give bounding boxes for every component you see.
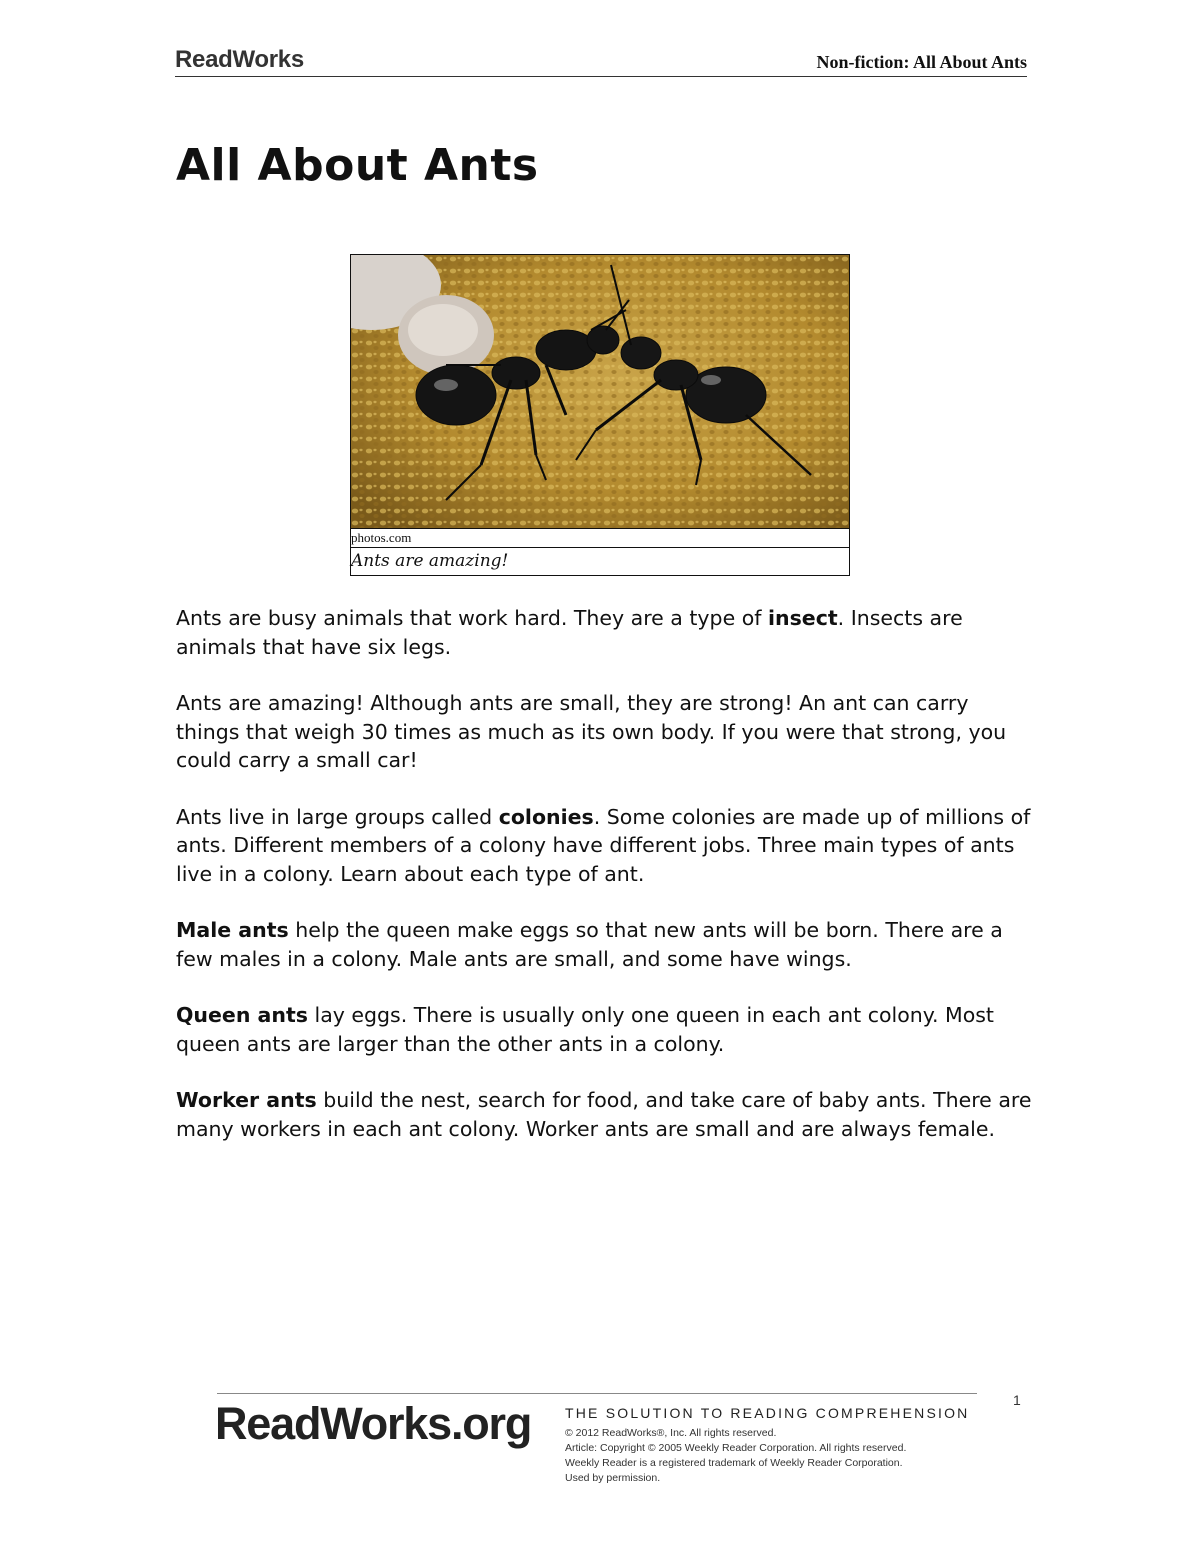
ant-type-term: Queen ants: [176, 1003, 308, 1027]
photo-figure: [350, 254, 850, 576]
photo-credit: photos.com: [351, 529, 849, 548]
page-title: All About Ants: [176, 140, 539, 191]
paragraph-intro: Ants are busy animals that work hard. They are a type of insect. Insects are animals that have six legs.: [176, 606, 963, 659]
page-header: [175, 44, 1027, 77]
footer-copyright: [565, 1426, 906, 1486]
paragraph-strength: Ants are amazing! Although ants are small, they are strong! An ant can carry things that weigh 30 times as much as its own body. If you were that strong, you could carry a small car!: [176, 691, 1007, 772]
readworks-org-logo: ReadWorks.org: [215, 1398, 532, 1449]
paragraph-queen-ants: Queen ants lay eggs. There is usually only one queen in each ant colony. Most queen ants are larger than the other ants in a colony.: [176, 1003, 994, 1056]
article-body: [176, 604, 1036, 1171]
photo-caption: Ants are amazing!: [351, 551, 509, 571]
copyright-line: Used by permission.: [565, 1472, 661, 1484]
paragraph-colonies: Ants live in large groups called colonies. Some colonies are made up of millions of ants. Different members of a colony have different jobs. Three main types of ants live in a colony. Learn about each type of ant.: [176, 804, 1031, 886]
ant-type-term: Male ants: [176, 918, 289, 942]
paragraph-male-ants: Male ants help the queen make eggs so that new ants will be born. There are a few males in a colony. Male ants are small, and some have wings.: [176, 918, 1003, 971]
copyright-line: © 2012 ReadWorks®, Inc. All rights reserved.: [565, 1427, 777, 1439]
header-section-label: Non-fiction: All About Ants: [816, 52, 1027, 72]
vocab-term: insect: [767, 606, 838, 630]
readworks-logo: ReadWorks: [175, 46, 304, 73]
page-number: 1: [1013, 1392, 1021, 1408]
paragraph-worker-ants: Worker ants build the nest, search for food, and take care of baby ants. There are many workers in each ant colony. Worker ants are small and are always female.: [176, 1088, 1032, 1141]
footer-tagline: THE SOLUTION TO READING COMPREHENSION: [565, 1405, 970, 1421]
copyright-line: Weekly Reader is a registered trademark of Weekly Reader Corporation.: [565, 1457, 903, 1469]
copyright-line: Article: Copyright © 2005 Weekly Reader Corporation. All rights reserved.: [565, 1442, 907, 1454]
ants-photo: [351, 255, 849, 529]
ant-type-term: Worker ants: [176, 1088, 317, 1112]
footer-divider: [217, 1393, 977, 1394]
vocab-term: colonies: [498, 804, 594, 829]
